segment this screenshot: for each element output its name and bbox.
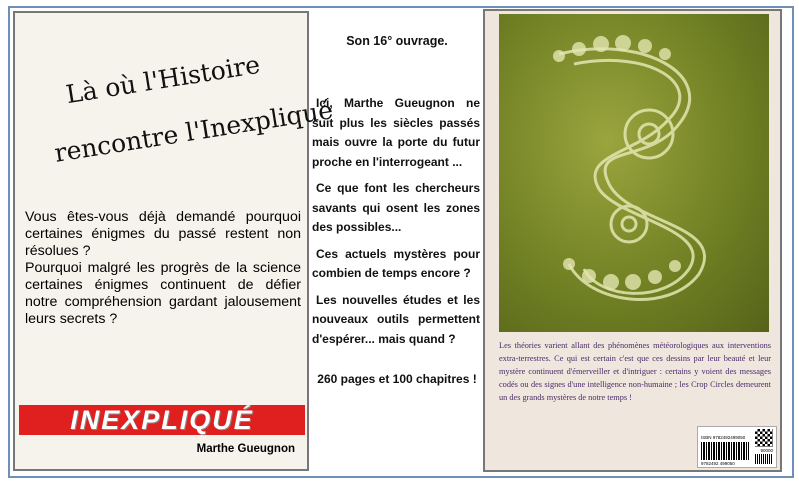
- middle-paragraph: Les nouvelles études et les nouveaux outils permettent d'espérer... mais quand ?: [312, 292, 480, 346]
- isbn-barcode: [697, 426, 777, 468]
- middle-heading: Son 16° ouvrage.: [346, 34, 448, 48]
- intro-paragraph: Vous êtes-vous déjà demandé pourquoi certaines énigmes du passé restent non résolues ?: [25, 209, 301, 259]
- front-cover: [13, 11, 335, 471]
- middle-paragraph: Ici, Marthe Gueugnon ne suit plus les siècles passés mais ouvre la porte du futur proche en l'interrogeant ...: [312, 96, 480, 169]
- middle-paragraph: Ces actuels mystères pour combien de temps encore ?: [312, 246, 480, 280]
- back-cover: [483, 9, 782, 472]
- crop-circle-pattern-icon: [499, 14, 769, 332]
- cover-title-line1: Là où l'Histoire: [63, 49, 262, 110]
- middle-footer: 260 pages et 100 chapitres !: [317, 372, 477, 386]
- cover-intro: [25, 209, 301, 328]
- barcode-number: 9782492 499050: [701, 461, 735, 466]
- middle-paragraph: Ce que font les chercheurs savants qui osent les zones des possibles...: [312, 181, 480, 234]
- isbn-text: ISBN 9782492499050: [701, 435, 746, 440]
- price-code: 90000: [760, 448, 773, 453]
- author-name: Marthe Gueugnon: [196, 443, 295, 455]
- crop-circle-image: [499, 14, 769, 332]
- barcode-icon: [701, 442, 749, 460]
- intro-paragraph: Pourquoi malgré les progrès de la science certaines énigmes continuent de défier notre compréhension gardant jalousement leurs secrets ?: [25, 260, 301, 327]
- middle-description: [312, 0, 482, 483]
- cover-title-line2: rencontre l'Inexpliqué: [52, 95, 335, 168]
- inexplique-banner: INEXPLIQUÉ: [19, 405, 305, 435]
- back-cover-description: Les théories varient allant des phénomènes météorologiques aux interventions extra-terrestres. Ce qui est certain c'est que ces dessins par leur beauté et leur mystère continuent d'émerveiller et d'intriguer : certains y voient des messages codés ou des signes d'une intelligence non-humaine ; les Crop Circles demeurent un des grands mystères de notre temps !: [499, 341, 771, 402]
- price-barcode-icon: [755, 454, 773, 464]
- qr-code-icon: [755, 429, 773, 447]
